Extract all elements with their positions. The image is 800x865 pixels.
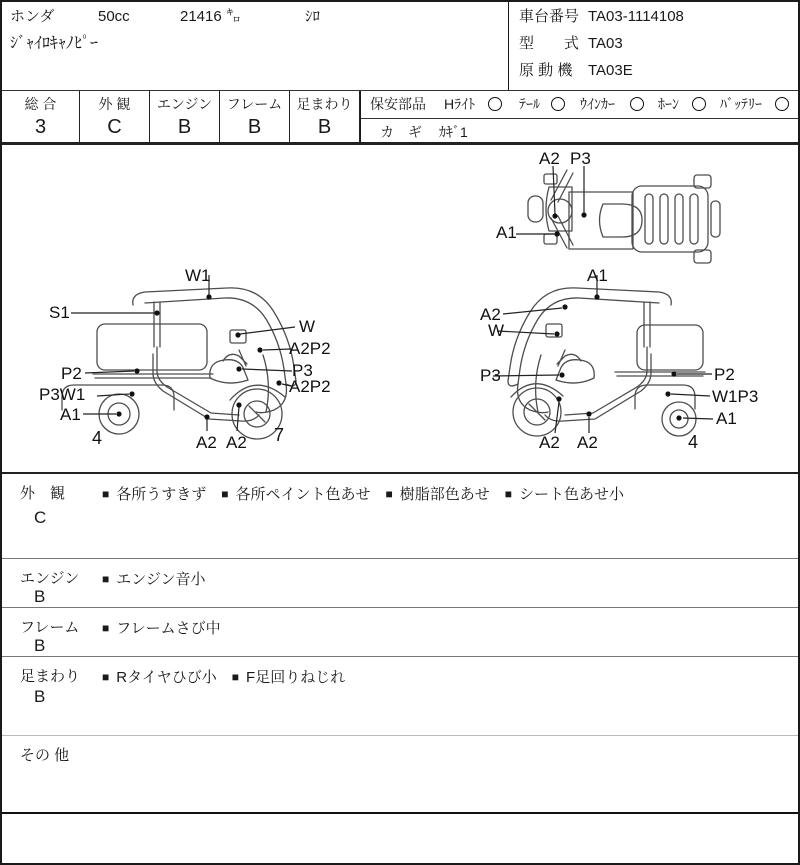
section-label: 足まわり xyxy=(20,668,81,685)
damage-label-w1p3: W1P3 xyxy=(712,387,759,406)
note-item xyxy=(386,483,490,504)
safety-parts-title: 保安部品 xyxy=(370,96,426,112)
section-label: フレーム xyxy=(20,619,80,636)
rating-overall xyxy=(2,91,80,143)
model-code-label: 型 式 xyxy=(519,35,580,52)
rating-label: 外 観 xyxy=(98,96,131,112)
section-undercarriage xyxy=(2,656,800,735)
damage-diagram-area xyxy=(2,145,800,472)
key-label: カ ギ xyxy=(380,124,422,140)
rating-label: フレーム xyxy=(226,96,283,112)
header-divider xyxy=(508,2,509,90)
note-item xyxy=(102,483,206,504)
battery-label: ﾊﾞｯﾃﾘｰ xyxy=(720,96,762,112)
note-item xyxy=(102,617,221,638)
damage-label-w1: W1 xyxy=(185,266,211,285)
damage-label-a1: A1 xyxy=(716,409,737,428)
key-value: ｶｷﾞ1 xyxy=(439,124,468,140)
damage-label-p3: P3 xyxy=(292,361,313,380)
section-exterior xyxy=(2,472,800,558)
damage-label-p3: P3 xyxy=(480,366,501,385)
safety-parts-box xyxy=(360,91,800,143)
damage-label-a2: A2 xyxy=(480,305,501,324)
section-grade: C xyxy=(34,508,47,527)
top-view-label: A2 xyxy=(539,149,560,168)
bullet-square-icon: ■ xyxy=(102,669,110,684)
taillight-ok-circle-icon xyxy=(551,97,565,111)
rating-frame xyxy=(220,91,290,143)
section-notes xyxy=(102,568,206,589)
bullet-square-icon: ■ xyxy=(221,486,229,501)
bullet-square-icon: ■ xyxy=(102,620,110,635)
ratings-row xyxy=(2,90,800,145)
top-view-label: A1 xyxy=(496,223,517,242)
damage-label-a2: A2 xyxy=(539,433,560,452)
winker-ok-circle-icon xyxy=(630,97,644,111)
horn-ok-circle-icon xyxy=(692,97,706,111)
front-wheel-size: 7 xyxy=(274,425,285,445)
bullet-square-icon: ■ xyxy=(102,571,110,586)
section-notes xyxy=(102,483,624,504)
bullet-square-icon: ■ xyxy=(385,486,393,501)
bullet-square-icon: ■ xyxy=(231,669,240,684)
note-text: 樹脂部色あせ xyxy=(399,486,490,503)
battery-ok-circle-icon xyxy=(775,97,789,111)
note-item xyxy=(102,666,217,687)
section-grade: B xyxy=(34,636,46,655)
note-item xyxy=(102,568,206,589)
damage-label-p3w1: P3W1 xyxy=(39,385,86,404)
engine-code-value: TA03E xyxy=(588,62,633,79)
rear-wheel-size: 4 xyxy=(688,432,699,452)
damage-label-p2: P2 xyxy=(714,365,735,384)
ratings-safety-divider xyxy=(360,91,361,143)
horn-label: ﾎｰﾝ xyxy=(658,96,679,112)
section-notes xyxy=(102,617,221,638)
section-label: エンジン xyxy=(20,570,80,587)
section-frame xyxy=(2,607,800,656)
section-notes xyxy=(102,666,345,687)
section-grade: B xyxy=(34,687,46,706)
section-label: 外 観 xyxy=(20,485,66,502)
bullet-square-icon: ■ xyxy=(504,486,513,501)
damage-label-s1: S1 xyxy=(49,303,70,322)
engine-code-label: 原 動 機 xyxy=(519,62,573,79)
note-item xyxy=(232,666,345,687)
damage-label-a2: A2 xyxy=(226,433,247,452)
bottom-empty-box xyxy=(2,812,800,865)
rating-value: B xyxy=(317,116,332,138)
rating-undercarriage xyxy=(290,91,360,143)
bullet-square-icon: ■ xyxy=(102,486,110,501)
damage-label-a2: A2 xyxy=(196,433,217,452)
rating-value: B xyxy=(247,116,262,138)
damage-label-a2p2: A2P2 xyxy=(289,377,331,396)
side-view-facing-left-diagram xyxy=(447,257,777,467)
model-name: ｼﾞｬｲﾛｷｬﾉﾋﾟｰ xyxy=(10,35,99,52)
displacement: 50cc xyxy=(98,8,130,25)
note-item xyxy=(221,483,370,504)
taillight-label: ﾃｰﾙ xyxy=(519,96,540,112)
rating-value: C xyxy=(107,116,122,138)
note-text: Rタイヤひび小 xyxy=(116,669,217,686)
damage-label-a1: A1 xyxy=(60,405,81,424)
mileage: 21416 ㌔ xyxy=(180,8,241,25)
damage-label-w: W xyxy=(299,317,316,336)
note-text: シート色あせ小 xyxy=(519,486,625,503)
rating-label: 足まわり xyxy=(296,96,353,112)
damage-label-p2: P2 xyxy=(61,364,82,383)
section-engine xyxy=(2,558,800,607)
rating-value: B xyxy=(177,116,192,138)
rating-label: 総 合 xyxy=(24,96,57,112)
safety-row-divider xyxy=(360,118,800,119)
chassis-number-label: 車台番号 xyxy=(519,8,580,25)
body-color: ｼﾛ xyxy=(305,8,321,25)
section-label: その 他 xyxy=(20,747,70,764)
rear-wheel-size: 4 xyxy=(92,428,103,448)
top-view-label: P3 xyxy=(570,149,591,168)
damage-label-a2p2: A2P2 xyxy=(289,339,331,358)
section-grade: B xyxy=(34,587,46,606)
damage-label-a2: A2 xyxy=(577,433,598,452)
rating-label: エンジン xyxy=(156,96,213,112)
model-code-value: TA03 xyxy=(588,35,623,52)
damage-label-a1: A1 xyxy=(587,266,608,285)
winker-label: ｳｲﾝｶｰ xyxy=(580,96,615,112)
rating-engine xyxy=(150,91,220,143)
note-text: 各所うすきず xyxy=(116,486,207,503)
headlight-label: Hﾗｲﾄ xyxy=(444,96,476,112)
top-view-diagram xyxy=(472,154,732,264)
rating-exterior xyxy=(80,91,150,143)
note-text: フレームさび中 xyxy=(116,620,221,637)
section-other xyxy=(2,735,800,812)
note-text: エンジン音小 xyxy=(116,571,206,588)
note-text: F足回りねじれ xyxy=(246,669,346,686)
maker-name: ホンダ xyxy=(10,8,55,25)
note-item xyxy=(505,483,624,504)
chassis-number-value: TA03-1114108 xyxy=(588,8,684,25)
rating-value: 3 xyxy=(34,116,47,138)
headlight-ok-circle-icon xyxy=(488,97,502,111)
damage-label-w: W xyxy=(488,321,505,340)
note-text: 各所ペイント色あせ xyxy=(235,486,371,503)
